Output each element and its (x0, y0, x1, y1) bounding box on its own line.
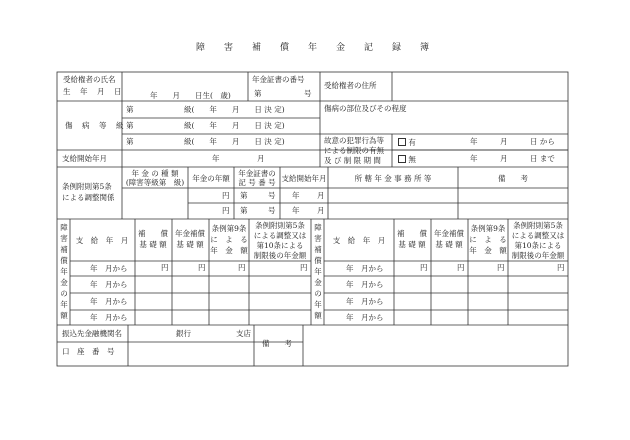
restriction-no-option[interactable] (398, 155, 416, 164)
grade-row-1-text[interactable]: 級( 年 月 日 決 定) (184, 105, 285, 114)
right-row-2-period[interactable]: 年 月から (346, 280, 384, 289)
birthdate-value[interactable]: 年 月 日生( 歳) (150, 91, 231, 100)
start-month-header: 支給開始年月 (281, 174, 327, 183)
right-adj-yen: 円 (557, 263, 565, 272)
right-art9-yen: 円 (497, 263, 505, 272)
left-base-header-2: 基 礎 額 (139, 240, 167, 249)
left-art9-yen: 円 (238, 263, 246, 272)
right-annual-header-2: 基 礎 額 (435, 240, 463, 249)
crime-label-3: 及 び 制 限 期 間 (324, 156, 381, 165)
right-adj-header-3: 第10条による (514, 241, 562, 250)
left-adj-header-1: 条例附則第5条 (255, 221, 305, 230)
no-label: 無 (408, 155, 416, 164)
address-label: 受給権者の住所 (324, 81, 377, 90)
left-annual-header-2: 基 礎 額 (176, 240, 204, 249)
grade-row-2-prefix: 第 (126, 121, 134, 130)
grade-row-3-prefix: 第 (126, 137, 134, 146)
right-adj-header-4: 制限後の年金額 (511, 251, 565, 260)
pension-amount-header: 年金の年額 (192, 174, 230, 183)
left-art9-header-1: 条例第9条 (211, 224, 247, 233)
article5-label-2: による調整関係 (62, 193, 115, 202)
right-row-4-period[interactable]: 年 月から (346, 313, 384, 322)
a5-row1-no-suffix: 号 (268, 191, 276, 200)
a5-row2-no-prefix: 第 (240, 206, 248, 215)
branch-word: 支店 (236, 329, 251, 338)
certificate-header-1: 年金証書の (238, 169, 276, 178)
left-adj-header-3: 第10条による (256, 241, 304, 250)
bank-name-label: 振込先金融機関名 (62, 329, 122, 338)
right-adj-header-2: による調整又は (511, 231, 565, 240)
bank-remarks-label: 備 考 (262, 339, 292, 348)
a5-row2-yen: 円 (222, 206, 230, 215)
yes-label: 有 (408, 138, 416, 147)
injury-part-label: 傷病の部位及びその程度 (324, 104, 407, 113)
payment-start-value[interactable]: 年 月 (212, 154, 265, 163)
certificate-header-2: 記 号 番 号 (238, 178, 276, 187)
right-base-header-2: 基 礎 額 (398, 240, 426, 249)
recipient-name-label: 受給権者の氏名 (63, 75, 116, 84)
left-art9-header-3: 年 金 額 (210, 246, 248, 255)
left-art9-header-2: に よ る (210, 235, 248, 244)
left-side-label: 障害補償年金の年額 (60, 223, 68, 320)
right-side-label: 障害補償年金の年額 (314, 223, 322, 320)
right-annual-header-1: 年金補償 (434, 229, 464, 238)
article5-remarks-header: 備 考 (498, 174, 528, 183)
a5-row2-no-suffix: 号 (268, 206, 276, 215)
right-annual-yen: 円 (457, 263, 465, 272)
restriction-to-date[interactable]: 年 月 日 まで (470, 154, 555, 163)
left-adj-header-2: による調整又は (253, 231, 307, 240)
grade-row-3-text[interactable]: 級( 年 月 日 決 定) (184, 137, 285, 146)
left-row-3-period[interactable]: 年 月から (90, 297, 128, 306)
page-title: 障 害 補 償 年 金 記 録 簿 (195, 43, 434, 53)
right-base-header-1: 補 償 (397, 229, 427, 238)
a5-row1-year: 年 (292, 191, 300, 200)
restriction-from-date[interactable]: 年 月 日 から (470, 137, 555, 146)
yes-checkbox[interactable] (398, 138, 406, 146)
a5-row1-yen: 円 (222, 191, 230, 200)
left-annual-header-1: 年金補償 (175, 229, 205, 238)
grade-row-1-prefix: 第 (126, 105, 134, 114)
a5-row2-month: 月 (317, 206, 325, 215)
certificate-number-suffix: 号 (304, 89, 312, 98)
left-row-4-period[interactable]: 年 月から (90, 313, 128, 322)
pension-type-header-2: (障害等級第 級) (125, 178, 185, 187)
right-row-1-period[interactable]: 年 月から (346, 264, 384, 273)
certificate-number-label: 年金証書の番号 (252, 75, 305, 84)
account-number-label: 口 座 番 号 (62, 347, 115, 356)
left-adj-yen: 円 (300, 263, 308, 272)
disability-grade-label: 傷 病 等 級 (65, 121, 125, 130)
left-period-header: 支 給 年 月 (75, 236, 129, 245)
no-checkbox[interactable] (398, 155, 406, 163)
certificate-number-prefix: 第 (254, 89, 262, 98)
left-row-2-period[interactable]: 年 月から (90, 280, 128, 289)
left-row-1-period[interactable]: 年 月から (90, 264, 128, 273)
right-art9-header-1: 条例第9条 (470, 224, 506, 233)
left-adj-header-4: 制限後の年金額 (253, 251, 307, 260)
restriction-yes-option[interactable] (398, 138, 416, 147)
bank-word: 銀行 (176, 329, 191, 338)
a5-row2-year: 年 (292, 206, 300, 215)
left-base-yen: 円 (161, 263, 169, 272)
left-annual-yen: 円 (198, 263, 206, 272)
right-period-header: 支 給 年 月 (332, 236, 386, 245)
birthdate-label: 生 年 月 日 (63, 87, 123, 96)
right-art9-header-3: 年 金 額 (469, 246, 507, 255)
right-art9-header-2: に よ る (469, 235, 507, 244)
pension-office-header: 所 轄 年 金 事 務 所 等 (354, 174, 432, 183)
grade-row-2-text[interactable]: 級( 年 月 日 決 定) (184, 121, 285, 130)
crime-label-1: 故意の犯罪行為等 (324, 136, 384, 145)
left-base-header-1: 補 償 (138, 229, 168, 238)
a5-row1-no-prefix: 第 (240, 191, 248, 200)
right-base-yen: 円 (420, 263, 428, 272)
payment-start-label: 支給開始年月 (62, 154, 107, 163)
pension-type-header-1: 年 金 の 種 類 (131, 169, 179, 178)
article5-label-1: 条例附則第5条 (62, 182, 112, 191)
crime-label-2: による制限の有無 (324, 146, 384, 155)
right-adj-header-1: 条例附則第5条 (513, 221, 563, 230)
a5-row1-month: 月 (317, 191, 325, 200)
right-row-3-period[interactable]: 年 月から (346, 297, 384, 306)
